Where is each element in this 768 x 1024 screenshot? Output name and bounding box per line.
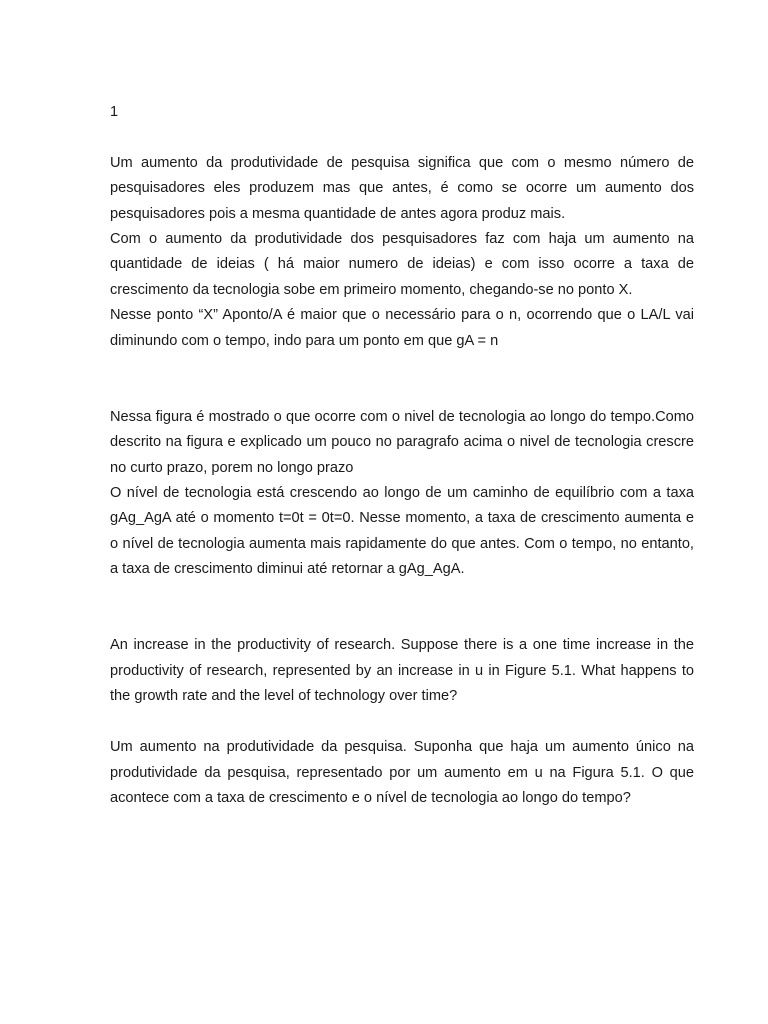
- paragraph-2: Com o aumento da produtividade dos pesquisadores faz com haja um aumento na quantidade de ideias ( há maior numero de ideias) e com isso ocorre a taxa de crescimento da tecnologia sobe em primeiro momento, chegando-se no ponto X.: [110, 231, 694, 298]
- blank-lines: [110, 583, 694, 634]
- paragraph-1: Um aumento da produtividade de pesquisa significa que com o mesmo número de pesquisadores eles produzem mas que antes, é como se ocorre um aumento dos pesquisadores pois a mesma quantidade de antes agora produz mais.: [110, 154, 694, 222]
- blank-line: [110, 710, 694, 735]
- paragraph-6: An increase in the productivity of research. Suppose there is a one time increase in the productivity of research, represented by an increase in u in Figure 5.1. What happens to the growth rate and the level of technology over time?: [110, 637, 694, 705]
- blank-lines: [110, 354, 694, 405]
- paragraph-5: O nível de tecnologia está crescendo ao longo de um caminho de equilíbrio com a taxa gAg_AgA até o momento t=0t = 0t=0. Nesse momento, a taxa de crescimento aumenta e o nível de tecnologia aumenta mais rapidamente do que antes. Com o tempo, no entanto, a taxa de crescimento diminui até retornar a gAg_AgA.: [110, 485, 694, 578]
- page-number: 1: [110, 104, 119, 120]
- paragraph-7: Um aumento na produtividade da pesquisa. Suponha que haja um aumento único na produtividade da pesquisa, representado por um aumento em u na Figura 5.1. O que acontece com a taxa de crescimento e o nível de tecnologia ao longo do tempo?: [110, 739, 694, 806]
- paragraph-3: Nesse ponto “X” Aponto/A é maior que o necessário para o n, ocorrendo que o LA/L vai diminundo com o tempo, indo para um ponto em que gA = n: [110, 307, 694, 349]
- document-body: [110, 100, 694, 811]
- paragraph-4: Nessa figura é mostrado o que ocorre com o nivel de tecnologia ao longo do tempo.Como descrito na figura e explicado um pouco no paragrafo acima o nivel de tecnologia crescre no curto prazo, porem no longo prazo: [110, 408, 694, 476]
